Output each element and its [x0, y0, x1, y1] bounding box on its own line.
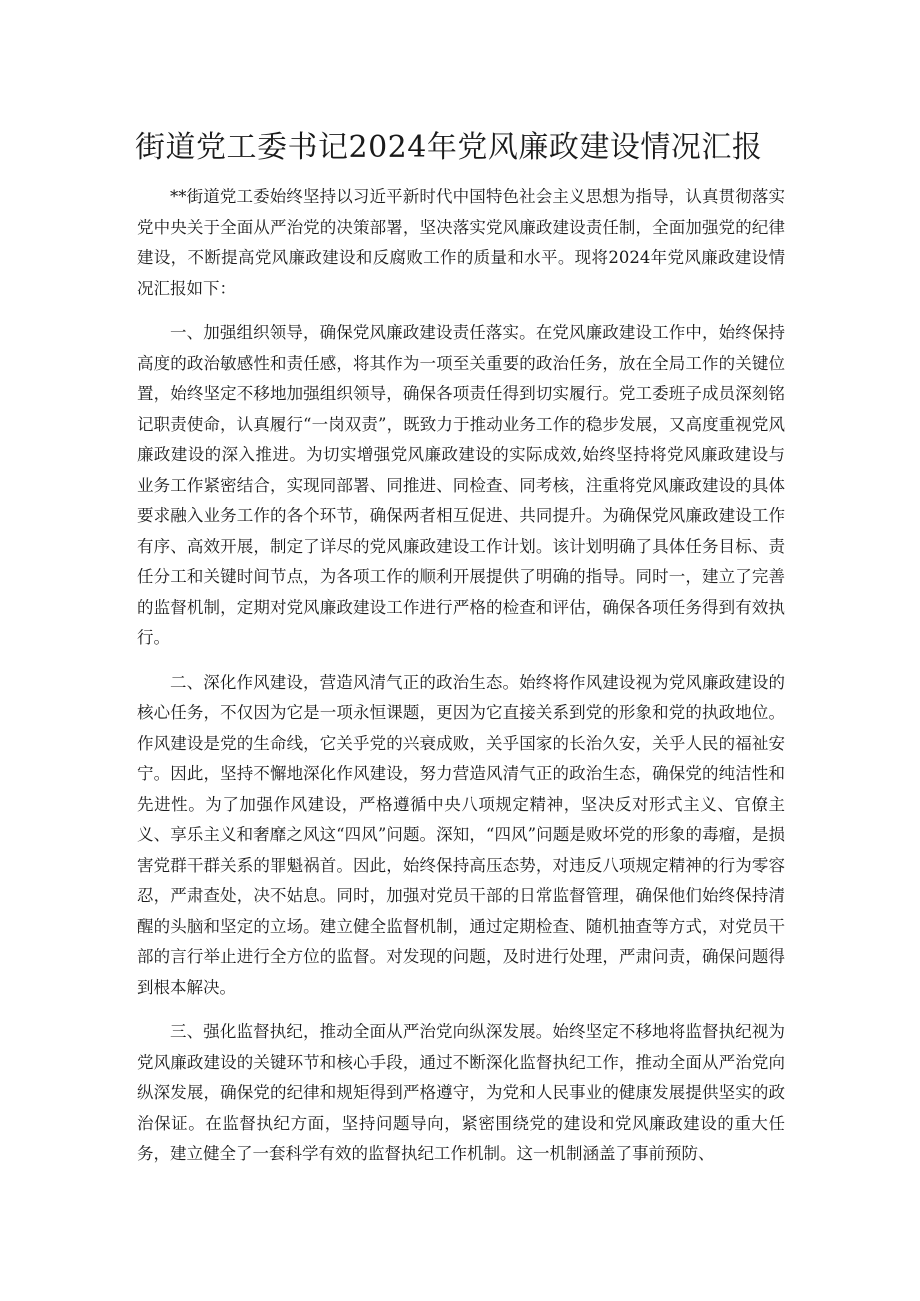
section-three-paragraph: 三、强化监督执纪，推动全面从严治党向纵深发展。始终坚定不移地将监督执纪视为党风廉政建设的关键环节和核心手段，通过不断深化监督执纪工作，推动全面从严治党向纵深发展，确保党的纪律和规矩得到严格遵守，为党和人民事业的健康发展提供坚实的政治保证。在监督执纪方面，坚持问题导向，紧密围绕党的建设和党风廉政建设的重大任务，建立健全了一套科学有效的监督执纪工作机制。这一机制涵盖了事前预防、 [137, 1022, 785, 1163]
document-title: 街道党工委书记2024年党风廉政建设情况汇报 [135, 130, 763, 165]
section-one-paragraph: 一、加强组织领导，确保党风廉政建设责任落实。在党风廉政建设工作中，始终保持高度的政治敏感性和责任感，将其作为一项至关重要的政治任务，放在全局工作的关键位置，始终坚定不移地加强组织领导，确保各项责任得到切实履行。党工委班子成员深刻铭记职责使命，认真履行“一岗双责”，既致力于推动业务工作的稳步发展，又高度重视党风廉政建设的深入推进。为切实增强党风廉政建设的实际成效,始终坚持将党风廉政建设与业务工作紧密结合，实现同部署、同推进、同检查、同考核，注重将党风廉政建设的具体要求融入业务工作的各个环节，确保两者相互促进、共同提升。为确保党风廉政建设工作有序、高效开展，制定了详尽的党风廉政建设工作计划。该计划明确了具体任务目标、责任分工和关键时间节点，为各项工作的顺利开展提供了明确的指导。同时一，建立了完善的监督机制，定期对党风廉政建设工作进行严格的检查和评估，确保各项任务得到有效执行。 [137, 323, 785, 647]
document-body [137, 182, 785, 1184]
intro-paragraph: **街道党工委始终坚持以习近平新时代中国特色社会主义思想为指导，认真贯彻落实党中央关于全面从严治党的决策部署，坚决落实党风廉政建设责任制，全面加强党的纪律建设，不断提高党风廉政建设和反腐败工作的质量和水平。现将2024年党风廉政建设情况汇报如下： [137, 187, 785, 298]
section-two-paragraph: 二、深化作风建设，营造风清气正的政治生态。始终将作风建设视为党风廉政建设的核心任务，不仅因为它是一项永恒课题，更因为它直接关系到党的形象和党的执政地位。作风建设是党的生命线，它关乎党的兴衰成败，关乎国家的长治久安，关乎人民的福祉安宁。因此，坚持不懈地深化作风建设，努力营造风清气正的政治生态，确保党的纯洁性和先进性。为了加强作风建设，严格遵循中央八项规定精神，坚决反对形式主义、官僚主义、享乐主义和奢靡之风这“四风”问题。深知，“四风”问题是败坏党的形象的毒瘤，是损害党群干群关系的罪魁祸首。因此，始终保持高压态势，对违反八项规定精神的行为零容忍，严肃查处，决不姑息。同时，加强对党员干部的日常监督管理，确保他们始终保持清醒的头脑和坚定的立场。建立健全监督机制，通过定期检查、随机抽查等方式，对党员干部的言行举止进行全方位的监督。对发现的问题，及时进行处理，严肃问责，确保问题得到根本解决。 [137, 672, 785, 997]
